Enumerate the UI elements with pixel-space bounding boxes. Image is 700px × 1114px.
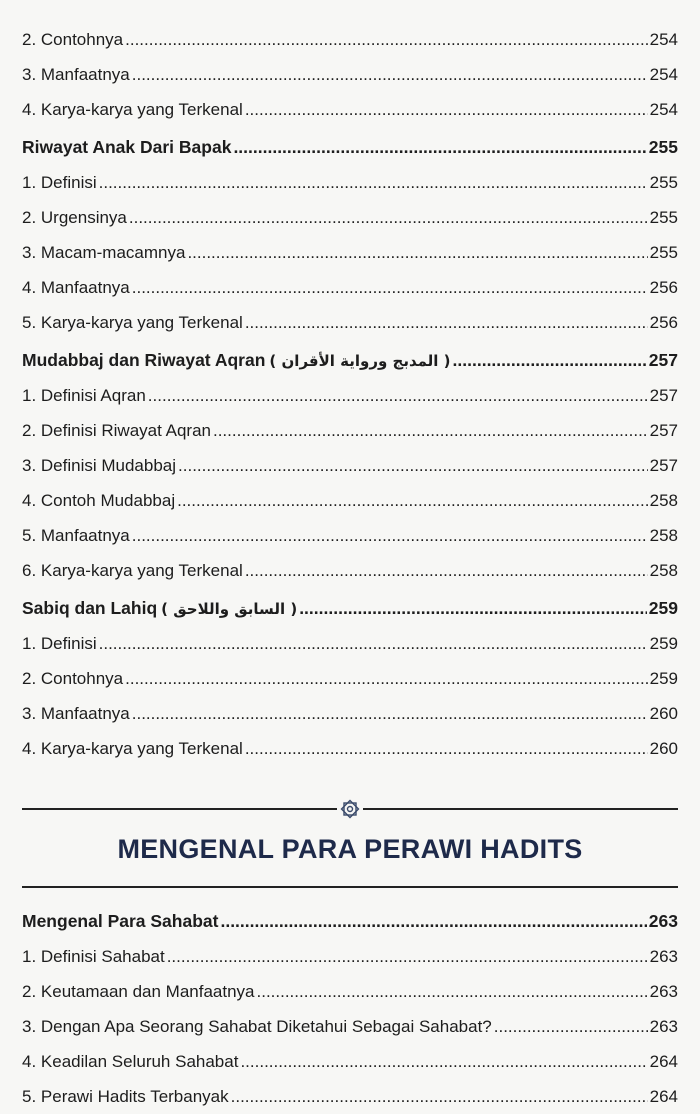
toc-entry-page: 256 xyxy=(649,278,678,297)
toc-entry[interactable] xyxy=(22,939,678,974)
toc-section xyxy=(22,130,678,340)
toc-entry[interactable] xyxy=(22,22,678,57)
toc-entry-label: 2. Contohnya xyxy=(22,669,124,688)
dot-leader xyxy=(177,483,648,518)
toc-entry-page: 263 xyxy=(649,1017,678,1036)
dot-leader xyxy=(220,904,646,939)
toc-heading[interactable] xyxy=(22,343,678,378)
toc-entry-label: 4. Contoh Mudabbaj xyxy=(22,491,176,510)
toc-entry-label: 6. Karya-karya yang Terkenal xyxy=(22,561,243,580)
toc-entry[interactable] xyxy=(22,57,678,92)
toc-entry[interactable] xyxy=(22,696,678,731)
toc-entry-label: 3. Dengan Apa Seorang Sahabat Diketahui Sebagai Sahabat? xyxy=(22,1017,492,1036)
dot-leader xyxy=(132,57,648,92)
toc-entry[interactable] xyxy=(22,200,678,235)
toc-entry-page: 254 xyxy=(649,100,678,119)
toc-entry[interactable] xyxy=(22,235,678,270)
toc-entry-label: 1. Definisi Aqran xyxy=(22,386,146,405)
toc-entry[interactable] xyxy=(22,626,678,661)
toc-entry-page: 257 xyxy=(649,456,678,475)
dot-leader xyxy=(132,270,648,305)
dot-leader xyxy=(494,1009,648,1044)
toc-section xyxy=(22,904,678,1114)
dot-leader xyxy=(453,343,647,378)
dot-leader xyxy=(99,626,648,661)
toc-entry-page: 255 xyxy=(649,173,678,192)
toc-entry-label: 4. Keadilan Seluruh Sahabat xyxy=(22,1052,239,1071)
toc-entry[interactable] xyxy=(22,305,678,340)
toc-heading-arabic: ( السابق واللاحق ) xyxy=(161,600,298,618)
toc-heading-arabic: ( المدبج ورواية الأقران ) xyxy=(269,352,451,370)
dot-leader xyxy=(148,378,648,413)
dot-leader xyxy=(125,22,647,57)
toc-entry-page: 256 xyxy=(649,313,678,332)
toc-entry[interactable] xyxy=(22,974,678,1009)
toc-entry-label: 2. Keutamaan dan Manfaatnya xyxy=(22,982,255,1001)
toc-entry-page: 255 xyxy=(649,208,678,227)
toc-entry-label: 2. Definisi Riwayat Aqran xyxy=(22,421,211,440)
toc-entry-page: 264 xyxy=(649,1087,678,1106)
toc-entry-page: 257 xyxy=(649,386,678,405)
toc-heading-page: 255 xyxy=(648,137,678,157)
toc-heading[interactable] xyxy=(22,904,678,939)
toc-heading-label: Sabiq dan Lahiq xyxy=(22,598,158,618)
toc-entry[interactable] xyxy=(22,1079,678,1114)
toc-entry-page: 257 xyxy=(649,421,678,440)
toc-entry[interactable] xyxy=(22,483,678,518)
toc-entry-label: 3. Manfaatnya xyxy=(22,704,130,723)
dot-leader xyxy=(299,591,647,626)
toc-heading-label: Mudabbaj dan Riwayat Aqran xyxy=(22,350,266,370)
toc-entry-page: 254 xyxy=(649,30,678,49)
toc-entry-label: 2. Contohnya xyxy=(22,30,124,49)
toc-entry-page: 260 xyxy=(649,739,678,758)
dot-leader xyxy=(245,305,648,340)
toc-entry-label: 3. Manfaatnya xyxy=(22,65,130,84)
toc-entry[interactable] xyxy=(22,448,678,483)
toc-entry-label: 4. Manfaatnya xyxy=(22,278,130,297)
toc-heading-label: Mengenal Para Sahabat xyxy=(22,911,219,931)
toc-entry[interactable] xyxy=(22,661,678,696)
toc-entry[interactable] xyxy=(22,1009,678,1044)
toc-section xyxy=(22,343,678,588)
toc-entry-label: 4. Karya-karya yang Terkenal xyxy=(22,739,243,758)
dot-leader xyxy=(240,1044,647,1079)
toc-entry[interactable] xyxy=(22,413,678,448)
toc-entry[interactable] xyxy=(22,165,678,200)
toc-section xyxy=(22,22,678,127)
toc-list-chapter xyxy=(22,904,678,1114)
toc-entry[interactable] xyxy=(22,731,678,766)
dot-leader xyxy=(132,696,648,731)
toc-entry-label: 1. Definisi xyxy=(22,173,97,192)
toc-heading[interactable] xyxy=(22,130,678,165)
toc-entry[interactable] xyxy=(22,518,678,553)
toc-entry-page: 263 xyxy=(649,982,678,1001)
toc-entry-label: 3. Definisi Mudabbaj xyxy=(22,456,177,475)
toc-entry-page: 263 xyxy=(649,947,678,966)
toc-entry-page: 259 xyxy=(649,669,678,688)
dot-leader xyxy=(167,939,648,974)
toc-entry-page: 258 xyxy=(649,526,678,545)
toc-heading-label: Riwayat Anak Dari Bapak xyxy=(22,137,232,157)
toc-entry-label: 3. Macam-macamnya xyxy=(22,243,186,262)
toc-entry-page: 258 xyxy=(649,561,678,580)
chapter-title: MENGENAL PARA PERAWI HADITS xyxy=(117,834,583,864)
toc-entry-label: 5. Manfaatnya xyxy=(22,526,130,545)
toc-entry-page: 254 xyxy=(649,65,678,84)
toc-entry-page: 264 xyxy=(649,1052,678,1071)
toc-entry-label: 5. Karya-karya yang Terkenal xyxy=(22,313,243,332)
dot-leader xyxy=(245,553,648,588)
toc-entry-label: 2. Urgensinya xyxy=(22,208,127,227)
dot-leader xyxy=(233,130,646,165)
dot-leader xyxy=(245,731,648,766)
dot-leader xyxy=(231,1079,648,1114)
toc-heading-page: 263 xyxy=(648,911,678,931)
toc-entry-page: 259 xyxy=(649,634,678,653)
toc-entry-label: 4. Karya-karya yang Terkenal xyxy=(22,100,243,119)
toc-entry[interactable] xyxy=(22,553,678,588)
toc-entry[interactable] xyxy=(22,92,678,127)
toc-entry-label: 1. Definisi xyxy=(22,634,97,653)
chapter-divider-bottom xyxy=(22,886,678,888)
dot-leader xyxy=(257,974,648,1009)
toc-entry-page: 260 xyxy=(649,704,678,723)
dot-leader xyxy=(213,413,648,448)
toc-heading-page: 259 xyxy=(648,598,678,618)
toc-heading-page: 257 xyxy=(648,350,678,370)
toc-entry-page: 258 xyxy=(649,491,678,510)
dot-leader xyxy=(245,92,648,127)
toc-heading[interactable] xyxy=(22,591,678,626)
toc-entry[interactable] xyxy=(22,378,678,413)
dot-leader xyxy=(132,518,648,553)
toc-entry[interactable] xyxy=(22,270,678,305)
toc-entry-label: 5. Perawi Hadits Terbanyak xyxy=(22,1087,229,1106)
star-ornament-icon xyxy=(337,796,363,822)
toc-entry-label: 1. Definisi Sahabat xyxy=(22,947,165,966)
toc-list xyxy=(22,22,678,766)
dot-leader xyxy=(125,661,647,696)
dot-leader xyxy=(99,165,648,200)
dot-leader xyxy=(178,448,648,483)
dot-leader xyxy=(129,200,648,235)
toc-entry-page: 255 xyxy=(649,243,678,262)
dot-leader xyxy=(187,235,647,270)
toc-entry[interactable] xyxy=(22,1044,678,1079)
toc-section xyxy=(22,591,678,766)
